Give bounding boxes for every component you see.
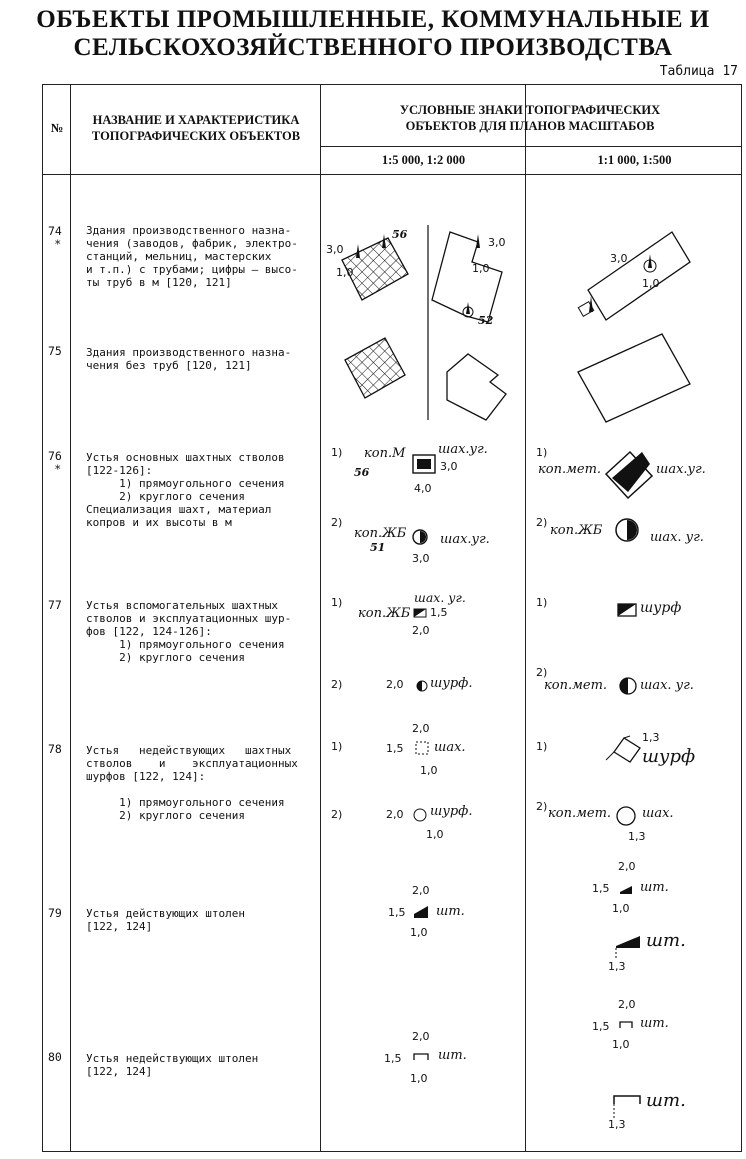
dim-label: 1,5: [430, 606, 448, 619]
adit-icon: [620, 886, 632, 894]
dim-label: 2,0: [412, 722, 430, 735]
page-title-line2: СЕЛЬСКОХОЗЯЙСТВЕННОГО ПРОИЗВОДСТВА: [73, 34, 673, 61]
item-number: 1): [331, 596, 343, 609]
dim-label: 56: [392, 228, 408, 241]
shaft-label: шах.: [434, 740, 466, 755]
dim-label: 1,0: [420, 764, 438, 777]
inactive-shaft-rect-icon: [614, 738, 640, 762]
row-76-num: 76: [48, 449, 62, 463]
shaft-label: коп.мет.: [544, 678, 608, 693]
dim-label: 1,0: [472, 262, 490, 275]
dim-label: 3,0: [412, 552, 430, 565]
row-77-desc: Устья вспомогательных шахтных стволов и эксплуатационных шур- фов [122, 124-126]: 1) прямоугольного сечения 2) круглого сечения: [86, 599, 292, 664]
inactive-adit-icon: [620, 1022, 632, 1028]
shaft-label: шурф: [642, 746, 696, 767]
shaft-label: коп.ЖБ: [550, 523, 603, 538]
item-number: 1): [536, 596, 548, 609]
shaft-label: коп.мет.: [548, 806, 612, 821]
shaft-label: коп.мет.: [538, 462, 602, 477]
row-75-desc: Здания производственного назна- чения без труб [120, 121]: [86, 346, 292, 372]
shaft-label: шах.уг.: [440, 532, 490, 547]
adit-icon: [616, 936, 640, 948]
shaft-label: шах. уг.: [640, 678, 694, 693]
dim-label: 2,0: [412, 1030, 430, 1043]
adit-label: шт.: [646, 1090, 686, 1111]
adit-label: шт.: [646, 930, 686, 951]
row-78-num: 78: [48, 742, 62, 756]
shaft-label: шах.уг.: [438, 442, 488, 457]
dim-label: 1,0: [612, 902, 630, 915]
inactive-shaft-round-icon: [414, 809, 426, 821]
item-number: 2): [331, 678, 343, 691]
header-name: НАЗВАНИЕ И ХАРАКТЕРИСТИКА ТОПОГРАФИЧЕСКИХ ОБЪЕКТОВ: [91, 113, 301, 143]
hatched-building-icon: [345, 338, 405, 398]
dim-label: 52: [478, 314, 494, 327]
shaft-label: 56: [354, 466, 370, 479]
row-76-star: *: [55, 463, 61, 476]
inactive-adit-icon: [614, 1096, 640, 1104]
header-num: №: [50, 121, 64, 135]
dim-label: 1,0: [410, 1072, 428, 1085]
dim-label: 1,0: [336, 266, 354, 279]
item-number: 1): [536, 446, 548, 459]
item-number: 2): [331, 516, 343, 529]
dim-label: 4,0: [414, 482, 432, 495]
inactive-adit-icon: [414, 1054, 428, 1060]
row-79-desc: Устья действующих штолен [122, 124]: [86, 907, 245, 933]
inactive-shaft-round-icon: [617, 807, 635, 825]
dim-label: 2,0: [618, 860, 636, 873]
adit-label: шт.: [640, 880, 669, 895]
adit-label: шт.: [436, 904, 465, 919]
dim-label: 1,0: [642, 277, 660, 290]
header-scale-b: 1:1 000, 1:500: [597, 153, 672, 167]
dim-label: 1,3: [608, 960, 626, 973]
item-number: 1): [331, 446, 343, 459]
dim-label: 1,0: [410, 926, 428, 939]
item-number: 2): [536, 800, 548, 813]
dim-label: 2,0: [412, 624, 430, 637]
item-number: 1): [331, 740, 343, 753]
shaft-label: коп.ЖБ: [354, 526, 407, 541]
shaft-label: 51: [370, 541, 386, 554]
shaft-label: шах. уг.: [414, 590, 466, 605]
dim-label: 3,0: [488, 236, 506, 249]
row-74-desc: Здания производственного назна- чения (заводов, фабрик, электро- станций, мельниц, мастерских и т.п.) с трубами; цифры — высо- ты труб в м [120, 121]: [86, 224, 298, 289]
dim-label: 3,0: [440, 460, 458, 473]
row-75-num: 75: [48, 344, 62, 358]
adit-label: шт.: [640, 1016, 669, 1031]
dim-label: 3,0: [610, 252, 628, 265]
dim-label: 2,0: [386, 678, 404, 691]
row-76-desc: Устья основных шахтных стволов [122-126]: 1) прямоугольного сечения 2) круглого сечения Специализация шахт, материал копров и их высоты в м: [86, 451, 285, 529]
row-80-num: 80: [48, 1050, 62, 1064]
row-79-num: 79: [48, 906, 62, 920]
building-outline-icon: [447, 354, 506, 420]
dim-label: 1,5: [386, 742, 404, 755]
row-80-desc: Устья недействующих штолен [122, 124]: [86, 1052, 259, 1078]
shaft-label: коп.ЖБ: [358, 606, 411, 621]
dim-label: 2,0: [618, 998, 636, 1011]
shaft-label: шурф: [640, 600, 682, 616]
dim-label: 1,5: [384, 1052, 402, 1065]
building-outline-icon: [588, 232, 690, 320]
dim-label: 2,0: [412, 884, 430, 897]
row-74-star: *: [55, 238, 61, 251]
header-scale-a: 1:5 000, 1:2 000: [381, 153, 466, 167]
adit-label: шт.: [438, 1048, 467, 1063]
dim-label: 1,5: [592, 882, 610, 895]
header-signs: УСЛОВНЫЕ ЗНАКИ ТОПОГРАФИЧЕСКИХ ОБЪЕКТОВ ДЛЯ ПЛАНОВ МАСШТАБОВ: [399, 103, 661, 133]
row-77-num: 77: [48, 598, 62, 612]
shaft-label: коп.М: [364, 446, 406, 461]
item-number: 2): [331, 808, 343, 821]
item-number: 2): [536, 666, 548, 679]
page-title-line1: ОБЪЕКТЫ ПРОМЫШЛЕННЫЕ, КОММУНАЛЬНЫЕ И: [36, 6, 710, 33]
dim-label: 1,5: [592, 1020, 610, 1033]
shaft-label: шурф.: [430, 676, 473, 691]
dim-label: 1,0: [426, 828, 444, 841]
dim-label: 1,3: [608, 1118, 626, 1131]
shaft-label: шах. уг.: [650, 530, 704, 545]
dim-label: 1,3: [628, 830, 646, 843]
row-74-num: 74: [48, 224, 62, 238]
table-number: Таблица 17: [659, 64, 738, 79]
shaft-label: шурф.: [430, 804, 473, 819]
row-78-desc: Устья недействующих шахтных стволов и эксплуатационных шурфов [122, 124]: 1) прямоугольного сечения 2) круглого сечения: [86, 744, 298, 822]
item-number: 2): [536, 516, 548, 529]
inactive-shaft-rect-icon: [416, 742, 428, 754]
shaft-label: шах.: [642, 806, 674, 821]
dim-label: 3,0: [326, 243, 344, 256]
dim-label: 1,0: [612, 1038, 630, 1051]
building-outline-icon: [578, 334, 690, 422]
item-number: 1): [536, 740, 548, 753]
adit-icon: [414, 906, 428, 918]
dim-label: 1,3: [642, 731, 660, 744]
shaft-label: шах.уг.: [656, 462, 706, 477]
dim-label: 1,5: [388, 906, 406, 919]
dim-label: 2,0: [386, 808, 404, 821]
